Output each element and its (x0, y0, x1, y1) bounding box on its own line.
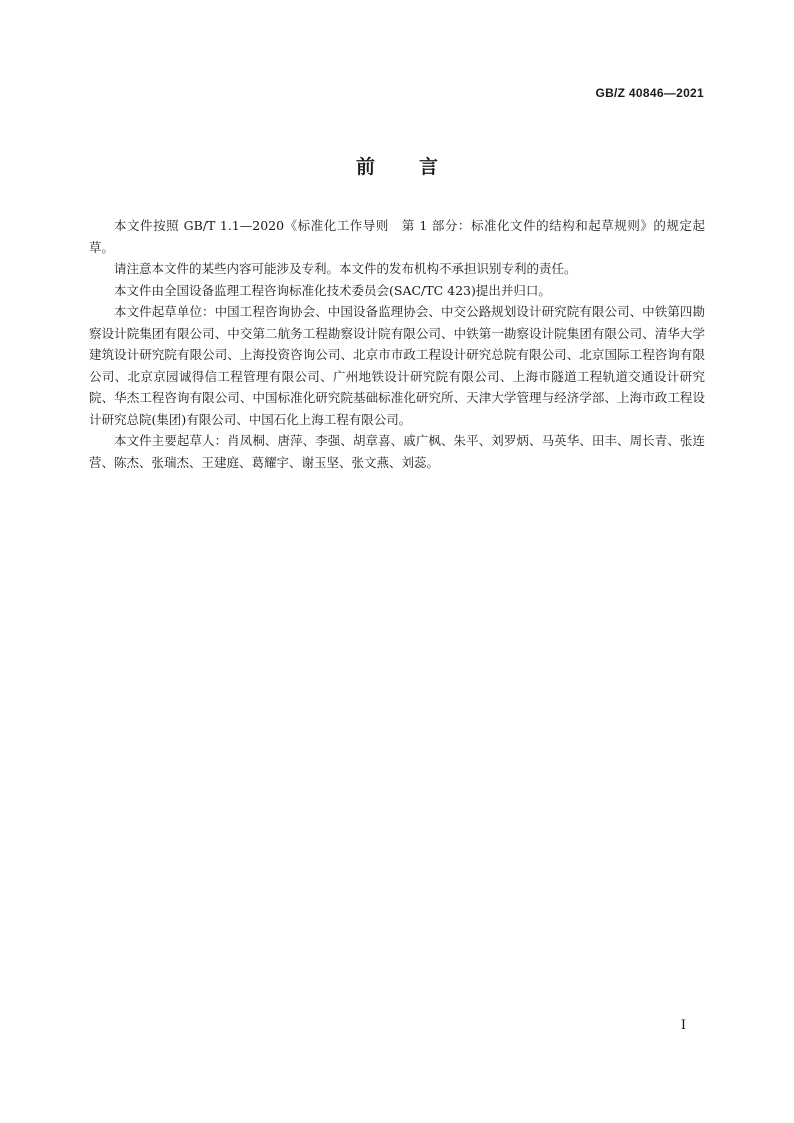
paragraph-drafting-rules: 本文件按照 GB/T 1.1—2020《标准化工作导则 第 1 部分：标准化文件的结构和起草规则》的规定起草。 (89, 218, 705, 255)
paragraph-drafters: 本文件主要起草人：肖凤桐、唐萍、李强、胡章喜、戚广枫、朱平、刘罗炳、马英华、田丰、周长青、张连营、陈杰、张瑞杰、王建庭、葛耀宇、谢玉坚、张文燕、刘蕊。 (89, 433, 705, 470)
page-number: I (680, 1018, 686, 1033)
paragraph-proposing-committee: 本文件由全国设备监理工程咨询标准化技术委员会(SAC/TC 423)提出并归口。 (114, 282, 551, 298)
page-title: 前言 (355, 156, 482, 178)
foreword-body (89, 215, 705, 473)
standard-number: GB/Z 40846—2021 (595, 86, 704, 100)
paragraph-patent-notice: 请注意本文件的某些内容可能涉及专利。本文件的发布机构不承担识别专利的责任。 (114, 261, 577, 276)
paragraph-drafting-units: 本文件起草单位：中国工程咨询协会、中国设备监理协会、中交公路规划设计研究院有限公司、中铁第四勘察设计院集团有限公司、中交第二航务工程勘察设计院有限公司、中铁第一勘察设计院集团有限公司、清华大学建筑设计研究院有限公司、上海投资咨询公司、北京市市政工程设计研究总院有限公司、北京国际工程咨询有限公司、北京京园诚得信工程管理有限公司、广州地铁设计研究院有限公司、上海市隧道工程轨道交通设计研究院、华杰工程咨询有限公司、中国标准化研究院基础标准化研究所、天津大学管理与经济学部、上海市政工程设计研究总院(集团)有限公司、中国石化上海工程有限公司。 (89, 304, 705, 427)
